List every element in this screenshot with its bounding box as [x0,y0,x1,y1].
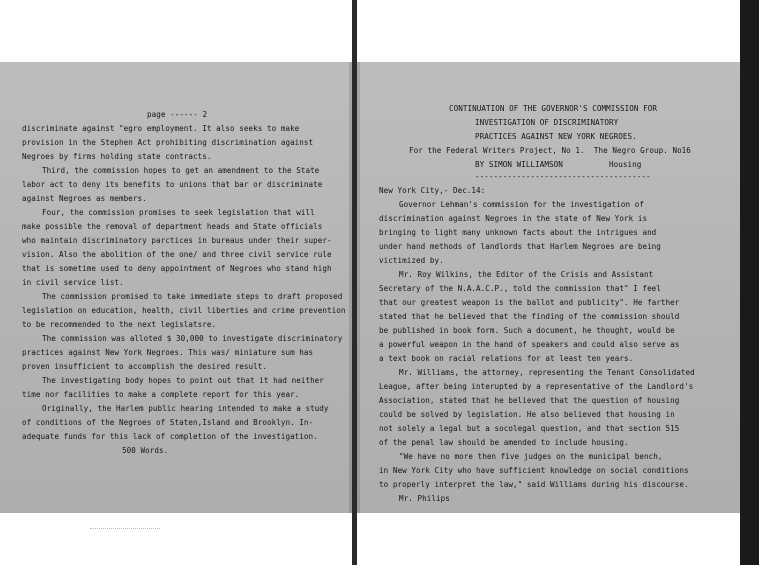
body-line: be published in book form. Such a document, he thought, would be [379,326,675,335]
body-line: of conditions of the Negroes of Staten,Island and Brooklyn. In- [22,418,314,427]
scan-bottom-margin [0,513,759,565]
body-line: time nor facilities to make a complete report for this year. [22,390,300,399]
body-line: make possible the removal of department heads and State officials [22,222,323,231]
body-line: provision in the Stephen Act prohibiting discrimination against [22,138,314,147]
page-fold-shadow [357,62,360,513]
body-line: to be recommended to the next legislatsre. [22,320,217,329]
scan-top-margin [0,0,759,62]
body-line: The commission was alloted $ 30,000 to investigate discriminatory [42,334,343,343]
body-line: proven insufficient to accomplish the desired result. [22,362,267,371]
body-line: Mr. Philips [399,494,450,503]
body-line: under hand methods of landlords that Harlem Negroes are being [379,242,661,251]
body-line: could be solved by legislation. He also believed that housing in [379,410,675,419]
body-line: Negroes by firms holding state contracts. [22,152,212,161]
body-line: vision. Also the abolition of the one/ and three civil service rule [22,250,332,259]
dateline: New York City,- Dec.14: [379,186,486,195]
body-line: "We have no more then five judges on the municipal bench, [399,452,663,461]
body-line: adequate funds for this lack of completion of the investigation. [22,432,318,441]
word-count: 500 Words. [122,446,169,455]
body-line: Third, the commission hopes to get an amendment to the State [42,166,320,175]
body-line: to properly interpret the law," said Williams during his discourse. [379,480,689,489]
body-line: bringing to light many unknown facts about the intrigues and [379,228,657,237]
body-line: practices against New York Negroes. This was/ miniature sum has [22,348,314,357]
body-line: a text book on racial relations for at least ten years. [379,354,634,363]
project-line: For the Federal Writers Project, No 1. The Negro Group. No16 [409,146,691,155]
body-line: that is sometime used to deny appointment of Negroes who stand high [22,264,332,273]
page-number: page ------ 2 [147,110,208,119]
body-line: Secretary of the N.A.A.C.P., told the commission that" I feel [379,284,661,293]
body-line: in New York City who have sufficient knowledge on social conditions [379,466,689,475]
body-line: victimized by. [379,256,444,265]
page-left [0,62,352,513]
body-line: Association, stated that he believed that the question of housing [379,396,680,405]
body-line: Originally, the Harlem public hearing intended to make a study [42,404,329,413]
body-line: against Negroes as members. [22,194,147,203]
body-line: Governor Lehman's commission for the investigation of [399,200,644,209]
body-line: Mr. Williams, the attorney, representing the Tenant Consolidated [399,368,695,377]
page-right [357,62,740,513]
heading-rule: -------------------------------------- [475,172,651,181]
body-line: discrimination against Negroes in the state of New York is [379,214,648,223]
body-line: in civil service list. [22,278,124,287]
body-line: Mr. Roy Wilkins, the Editor of the Crisis and Assistant [399,270,654,279]
body-line: a powerful weapon in the hand of speakers and could also serve as [379,340,680,349]
body-line: that our greatest weapon is the ballot and publicity". He farther [379,298,680,307]
body-line: of the penal law should be amended to include housing. [379,438,629,447]
body-line: stated that he believed that the finding of the commission should [379,312,680,321]
scan-smudge [90,528,160,529]
body-line: The investigating body hopes to point out that it had neither [42,376,324,385]
byline: BY SIMON WILLIAMSON Housing [475,160,642,169]
scan-right-border [740,0,759,565]
heading-line: CONTINUATION OF THE GOVERNOR'S COMMISSION FOR [449,104,657,113]
body-line: The commission promised to take immediate steps to draft proposed [42,292,343,301]
body-line: legislation on education, health, civil liberties and crime prevention [22,306,346,315]
body-line: League, after being interupted by a representative of the Landlord's [379,382,694,391]
body-line: Four, the commission promises to seek legislation that will [42,208,315,217]
body-line: not solely a legal but a socolegal question, and that section 515 [379,424,680,433]
body-line: labor act to deny its benefits to unions that bar or discriminate [22,180,323,189]
heading-line: INVESTIGATION OF DISCRIMINATORY [475,118,619,127]
body-line: who maintain discriminatory parctices in bureaus under their super- [22,236,332,245]
heading-line: PRACTICES AGAINST NEW YORK NEGROES. [475,132,637,141]
body-line: discriminate against "egro employment. It also seeks to make [22,124,300,133]
